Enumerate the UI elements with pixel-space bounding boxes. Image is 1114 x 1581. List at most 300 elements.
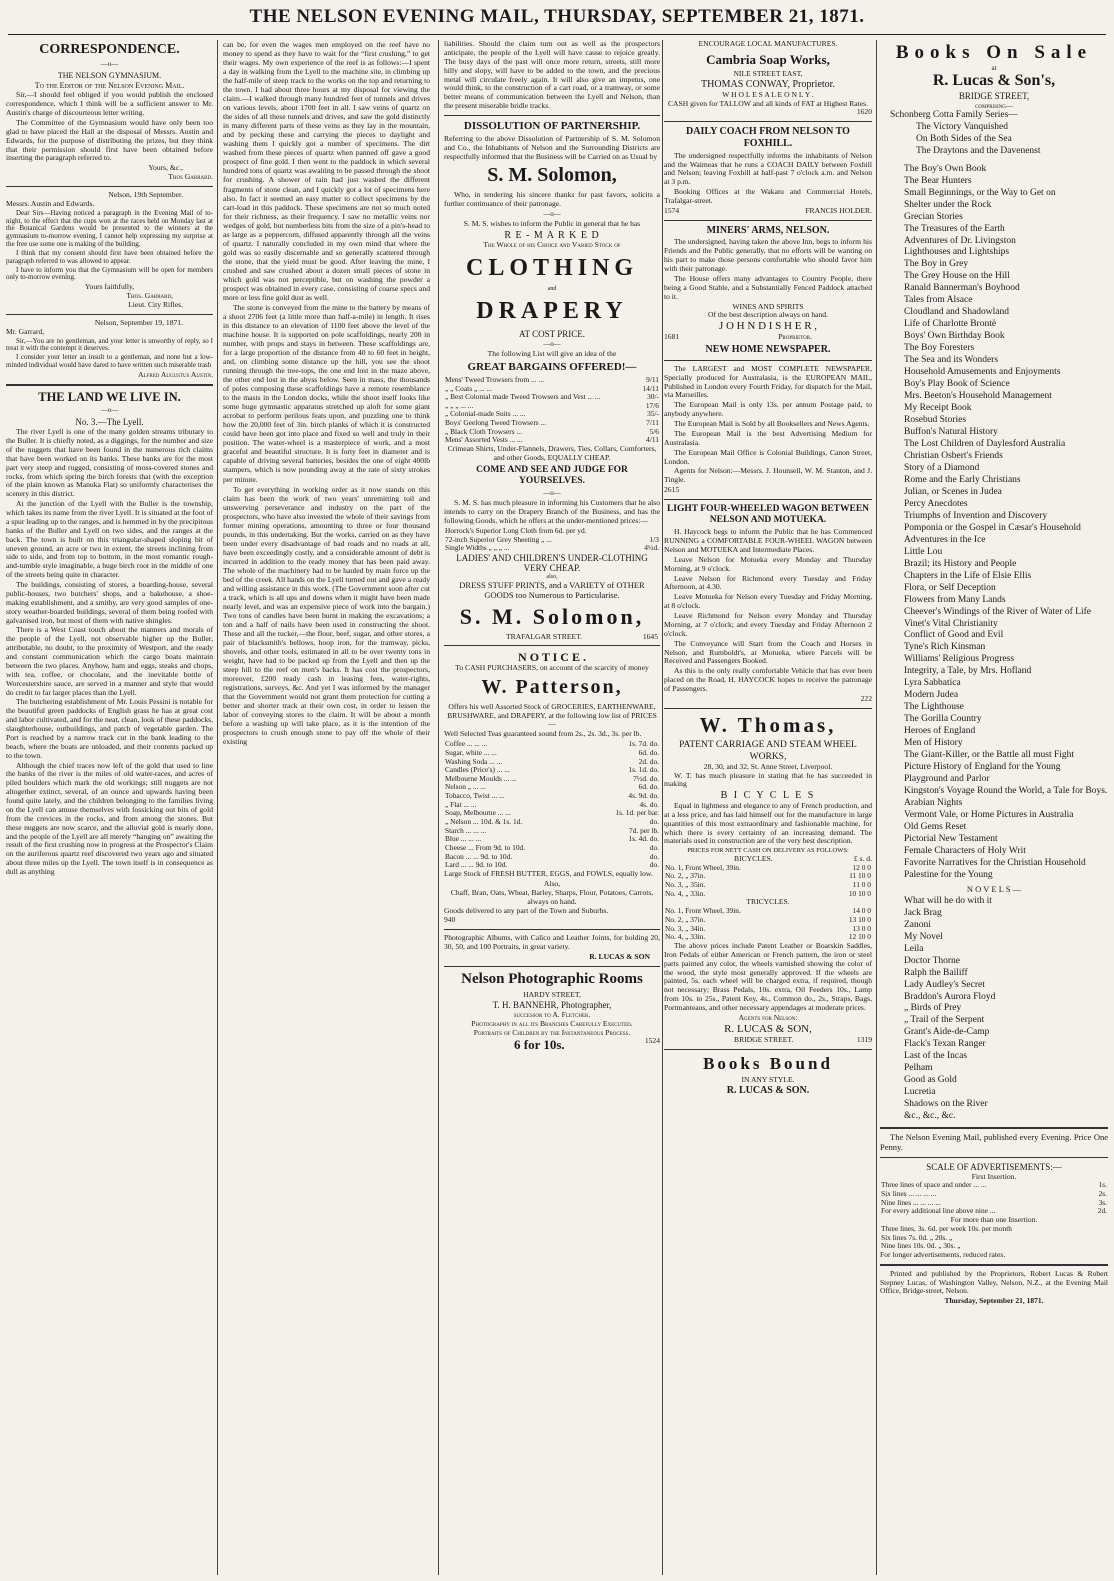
divider — [664, 360, 872, 361]
novel-title: Jack Brag — [904, 907, 942, 918]
divider — [444, 966, 660, 967]
table-cell-item: No. 3, „ 34in. — [665, 923, 706, 933]
novel-title: Doctor Thorne — [904, 955, 961, 966]
paragraph: There is a West Coast touch about the manners and morals of the people of the Lyell, not observable higher up the Buller, attributable, no doubt, to the proximity of Westport, and the ready and constant communication which the cargo boats maintain between the two places. Anyhow, ham and eggs, steaks and chops, with tea, coffee, or chocolate, and the inevitable bottle of Worcestershire sauce, are served in a manner and style that would do credit to far larger places than the Lyell. — [6, 625, 213, 697]
table-cell-item: Three lines, 3s. 6d. per week 10s. per month — [881, 1223, 1012, 1233]
divider — [6, 186, 213, 187]
table-cell-item: Tobacco, Twist ... ... — [445, 791, 505, 801]
ad-line: The following List will give an idea of the — [487, 349, 617, 359]
paragraph: liabilities. Should the claim turn out as well as the prospectors anticipate, the people of the Lyell will have cause to rejoice greatly. The busy days of the past will once more return, streets, still more hilly and slopy, will have to be added to the town, and the precious metal will circulate freely again. It will also give an impetus, one would think, to the construction of a cart road, or a tramway, or some better means of communication between the Lyell and Nelson, than the present miserable bridle tracks. — [444, 39, 660, 111]
column-divider — [217, 40, 218, 1575]
paragraph: The European Mail is Sold by all Booksellers and News Agents. — [674, 419, 870, 428]
ad-address: BRIDGE STREET. — [734, 1034, 794, 1044]
table-cell-item: Blue ... ... ... — [445, 834, 482, 844]
ad-line: W H O L E S A L E O N L Y . — [722, 89, 814, 99]
novel-title: Leila — [904, 943, 924, 954]
book-title: The Bear Hunters — [904, 175, 972, 186]
book-title: Little Lou — [904, 546, 943, 557]
divider — [880, 1127, 1108, 1129]
letter-title: THE NELSON GYMNASIUM. — [57, 70, 162, 80]
ad-line: comprising— — [975, 101, 1013, 110]
ornament: —o— — [100, 60, 119, 69]
ad-and: and — [547, 286, 557, 293]
book-title: Modern Judea — [904, 690, 959, 701]
ad-heading-photo-rooms: Nelson Photographic Rooms — [461, 970, 643, 987]
ad-also: also, — [546, 573, 558, 580]
ad-heading-newspaper: NEW HOME NEWSPAPER. — [705, 344, 831, 356]
letter-signature: Thos. Garrard, — [126, 291, 173, 301]
table-cell-item: Coffee ... ... ... — [445, 739, 488, 749]
book-title: Men of History — [904, 738, 963, 749]
letter-closing: Yours, &c., — [148, 163, 183, 173]
timetable-line: Leave Richmond for Nelson every Monday and Thursday Morning, at 7 o'clock; and every Tuesday and Friday Afternoon 2 o'clock. — [664, 611, 872, 638]
ad-line: CASH given for TALLOW and all kinds of FAT at Highest Rates. — [667, 98, 869, 108]
ad-name-lucas: R. Lucas & Son's, — [932, 72, 1056, 90]
ad-name-solomon: S. M. Solomon, — [487, 164, 617, 187]
ad-line: Of the best description always on hand. — [708, 310, 828, 320]
ad-heading-miners: MINERS' ARMS, NELSON. — [706, 224, 830, 236]
paragraph: The European Mail Office is Colonial Buildings, Canon Street, London. — [664, 447, 872, 466]
table-cell-price: 1/3 — [649, 534, 659, 544]
book-title: Picture History of England for the Young — [904, 762, 1061, 773]
book-title: Shelter under the Rock — [904, 199, 992, 210]
book-title: Rosebud Stories — [904, 415, 967, 426]
ad-clothing: CLOTHING — [465, 255, 639, 282]
letter-signature: Alfred Augustus Austin. — [138, 369, 213, 379]
book-title: Playground and Parlor — [904, 774, 990, 785]
ad-offer: 6 for 10s. — [514, 1037, 565, 1053]
book-title: Cloudland and Shadowland — [904, 307, 1010, 318]
ad-number: 2615 — [664, 485, 680, 495]
table-cell-item: „ Black Cloth Trowsers ... — [445, 426, 522, 436]
table-cell-price: do. — [649, 817, 659, 827]
ad-line: Crimean Shirts, Under-Flannels, Drawers, Ties, Collars, Comforters, and other Goods, EQUALLY CHEAP. — [447, 444, 657, 462]
paragraph: The undersigned respectfully informs the inhabitants of Nelson and the Waimeas that he runs a COACH DAILY between Foxhill and Nelson; leaving Foxhill at half-past 7 o'clock a.m. and Nelson at 3 p.m. — [664, 150, 872, 187]
book-title: Life of Charlotte Brontë — [904, 319, 997, 330]
ad-line: PRICES FOR NETT CASH ON DELIVERY AS FOLLOWS: — [687, 847, 849, 855]
table-cell-item: Lard ... ... 9d. to 10d. — [445, 860, 508, 870]
ad-heading-books-on-sale: Books On Sale — [895, 42, 1093, 63]
ad-signature: FRANCIS HOLDER. — [805, 205, 872, 215]
paragraph: W. T. has much pleasure in stating that he has succeeded in making — [664, 770, 872, 789]
book-title: Julian, or Scenes in Judea — [904, 486, 1002, 497]
book-title: Lyra Sabbatica — [904, 678, 961, 689]
novel-list — [880, 896, 1108, 1123]
column-3 — [444, 40, 660, 1053]
table-cell-item: Starch ... ... ... — [445, 825, 487, 835]
book-title: The Lost Children of Daylesford Australia — [904, 438, 1066, 449]
divider — [664, 121, 872, 122]
divider — [664, 708, 872, 709]
paragraph: H. Haycock begs to inform the Public that he has Commenced RUNNING a COMFORTABLE FOUR-WHEEL WAGON between Nelson and MOTUEKA and Intermediate Places. — [664, 527, 872, 554]
novel-title: Shadows on the River — [904, 1099, 988, 1110]
ad-line: PATENT CARRIAGE AND STEAM WHEEL WORKS, — [679, 740, 857, 762]
book-title: Female Characters of Holy Writ — [904, 845, 1026, 856]
table-cell-item: Sugar, white ... ... — [445, 747, 497, 757]
ad-number: 1524 — [644, 1036, 660, 1046]
novels-heading: N O V E L S — — [966, 883, 1022, 894]
book-title: Christian Osbert's Friends — [904, 450, 1003, 461]
table-cell-item: Bacon ... ... 9d. to 10d. — [445, 851, 513, 861]
ad-line: Proprietor. — [778, 332, 812, 342]
table-cell-item: Horrock's Superior Long Cloth from 6d. per yd. — [445, 525, 587, 535]
ad-come-and-see: COME AND SEE AND JUDGE FOR YOURSELVES. — [476, 464, 628, 486]
paragraph: The LARGEST and MOST COMPLETE NEWSPAPER, Specially produced for Australasia, is the EUROPEAN MAIL, Published in London every Fourth Friday, for dispatch for the Mail, via Marseilles. — [664, 363, 872, 400]
letter-rank: Lieut. City Rifles. — [128, 299, 183, 309]
table-cell-item: „ Flat ... ... — [445, 799, 477, 809]
paragraph: Although the chief traces now left of the gold that used to line the banks of the river is the miles of old water-races, and acres of piled boulders which mark the old workings; still nuggets are not altogether extinct, several, of an ounce and upwards having been found quite lately, and the children belonging to the families living on the Lyell can amuse themselves with fossicking out bits of gold from the crevices in the rocks, and from among the stones. But these nuggets are now scarce, and the alluvial gold is nearly done, and the people of the Lyell are all merely “hanging on” awaiting the result of the first crushing now in progress at the Prospector's Claim on the auriferous quartz reef discovered two years ago and situated about three miles up the Lyell. The town itself is in consequence as dull as anything — [6, 760, 213, 876]
book-title: Vinet's Vital Christianity — [904, 618, 998, 629]
book-title: Percy Anecdotes — [904, 498, 968, 509]
divider — [6, 384, 213, 386]
paragraph: Sir,—You are no gentleman, and your letter is unworthy of reply, so I treat it with the contempt it deserves. — [6, 336, 213, 353]
paragraph: Well Selected Teas guaranteed sound from 2s., 2s. 3d., 3s. per lb. — [444, 729, 642, 739]
table-cell-price: 1s. 4d. do. — [628, 834, 659, 844]
table-cell-price: 3s. — [1098, 1197, 1107, 1207]
divider — [444, 929, 660, 930]
book-title: Mrs. Beeton's Household Management — [904, 391, 1052, 402]
table-row — [444, 792, 660, 801]
ad-notice: N O T I C E . — [518, 650, 586, 665]
ad-heading-coach: DAILY COACH FROM NELSON TO FOXHILL. — [686, 126, 850, 149]
book-title: Chapters in the Life of Elsie Ellis — [904, 570, 1032, 581]
ad-line: successor to A. Fletcher. — [513, 1009, 591, 1019]
table-cell-item: No. 1, Front Wheel, 39in. — [665, 906, 741, 916]
table-cell-item: Melbourne Moulds ... ... — [445, 773, 517, 783]
paragraph: Goods delivered to any part of the Town and Suburbs. — [444, 905, 609, 915]
imprint-date: Thursday, September 21, 1871. — [944, 1296, 1044, 1306]
table-cell-price: 4s. do. — [639, 799, 659, 809]
ad-line: Photography in all its Branches Carefully Executed. — [471, 1018, 633, 1028]
ad-number: 1620 — [856, 107, 872, 117]
ad-line: To CASH PURCHASERS, on account of the scarcity of money — [455, 663, 649, 673]
paragraph: Agents for Nelson:—Messrs. J. Hounsell, W. M. Stanton, and J. Tingle. — [664, 466, 872, 485]
section-heading-correspondence: CORRESPONDENCE. — [39, 42, 180, 57]
table-cell-price: 14/11 — [642, 383, 659, 393]
table-cell-price: do. — [649, 851, 659, 861]
book-title: Conflict of Good and Evil — [904, 630, 1004, 641]
paragraph: Booking Offices at the Wakatu and Commercial Hotels, Trafalgar-street. — [664, 187, 872, 206]
ad-name-solomon: S. M. Solomon, — [459, 603, 645, 629]
article-subtitle: No. 3.—The Lyell. — [75, 416, 144, 427]
table-cell-price: 4/11 — [646, 435, 659, 445]
ad-line: Agents for Nelson: — [738, 1012, 798, 1022]
ornament: —o— — [543, 489, 561, 498]
timetable — [664, 556, 872, 639]
table-cell-item: „ Colonial-made Suits ... ... — [445, 409, 526, 419]
divider — [880, 1157, 1108, 1158]
paragraph: I think that my consent should first have been obtained before the paragraph referred to was allowed to appear. — [6, 248, 213, 265]
book-title: Boys' Own Birthday Book — [904, 331, 1005, 342]
paragraph: The European Mail is the best Advertising Medium for Australasia. — [664, 428, 872, 447]
ad-line: Portraits of Children by the Instantaneous Process. — [473, 1027, 631, 1037]
paragraph: I consider your letter an insult to a gentleman, and none but a low-minded individual would have dared to have written such miserable trash — [6, 353, 213, 370]
paragraph: The House offers many advantages to Country People, there being a Good Stable, and a Substantially Fenced Paddock attached to it. — [664, 273, 872, 301]
table-cell-price: 1s. — [1098, 1180, 1107, 1190]
table-cell-price: 5/6 — [649, 426, 659, 436]
ad-bargains: GREAT BARGAINS OFFERED!— — [467, 361, 637, 373]
table-cell-price: 4½d. — [644, 543, 659, 553]
table-cell-price: do. — [649, 860, 659, 870]
paragraph: The Conveyance will Start from the Coach and Horses in Nelson, and Rumboldt's, at Motueka, where Parcels will be Received and Passengers Booked. — [664, 638, 872, 666]
novel-title: Braddon's Aurora Floyd — [904, 991, 996, 1002]
table-cell-item: Boys' Geelong Tweed Trowsers ... — [445, 418, 547, 428]
letter-closing: Yours faithfully, — [84, 282, 135, 292]
ad-name-patterson: W. Patterson, — [481, 676, 623, 699]
section-heading-land: THE LAND WE LIVE IN. — [38, 389, 181, 404]
ad-heading-wagon: LIGHT FOUR-WHEELED WAGON BETWEEN NELSON AND MOTUEKA. — [666, 504, 870, 526]
divider — [444, 645, 660, 646]
column-divider — [662, 40, 663, 1575]
table-cell-price: 1s. 1d. per bar. — [615, 808, 659, 818]
column-5 — [880, 40, 1108, 1306]
table-cell-item: „ „ „ ... ... — [445, 400, 474, 410]
scale-heading: SCALE OF ADVERTISEMENTS:— — [926, 1162, 1062, 1173]
paragraph: The undersigned, having taken the above Inn, begs to inform his Friends and the Public generally, that no efforts will be wanting on his part to make those persons comfortable who should favor him with their patronage. — [664, 237, 872, 274]
timetable-line: Leave Nelson for Motueka every Monday and Thursday Morning, at 9 o'clock. — [664, 554, 872, 573]
table-cell-price: 7½d. do. — [633, 773, 659, 783]
letter-addressee: Mr. Garrard, — [6, 326, 45, 336]
novel-title: Lady Audley's Secret — [904, 979, 985, 990]
ad-bicycles: B I C Y C L E S — [720, 790, 816, 802]
paragraph: S. M. S. has much pleasure in informing his Customers that he also intends to carry on the Drapery Branch of the Business, and has the following Goods, which he offers at the under-mentioned prices:— — [444, 498, 660, 526]
table-cell-price: 1s. 1d. do. — [628, 765, 659, 775]
paragraph: can be, for even the wages men employed on the reef have no money to spend as they have to wait for the “first crushing,” to get their wages. My own experience of the reef is as follows:—I spent a day in walking from the Lyell to the machine site, in climbing up the half-mile of steep track to the works on the top and returning to the town. I had about three hours at my disposal for viewing the claim.—I walked through many hundred feet of tunnels and drives on various levels, about 1700 feet in all. I saw veins of quartz on the sides of all these tunnels and drives, and saw the gold distinctly in many different parts of these veins as they lay in the mountain, and by pecking these and carrying the pieces to daylight and washing them I quickly got a number of specimens. The dirt washed from these pieces of quartz when panned off gave a good prospect of fine gold. I then went to the paddock in which several hundred tons of quartz was awaiting to be passed through the shoot for crushing. A shower of rain had just washed the different fragments of stone clean, and I quickly got a lot of specimens here also. In fact it seemed an easy matter to collect specimens by the cart-load in this paddock. These specimens are not so much noted for their richness, as their frequency. I saw no metallic veins nor wedges of gold, but numberless bits from the size of a pin's-head to as large as a peppercorn, diffused apparently through all the veins of quartz. I naturally concluded in my own mind that where the gold was so easily discernable and so generally scattered through the stone, that the yield must be good. After leaving the mine, I crushed and saw crushed about a dozen small pieces of stone in which gold was not perceptible, but on washing the powder a prospect was obtained in every case, consisting of coarse specs and more or less fine gold dust as well. — [223, 40, 430, 302]
table-cell-price: do. — [649, 843, 659, 853]
book-title: The Lighthouse — [904, 702, 964, 713]
ad-dress: DRESS STUFF PRINTS, and a VARIETY of OTHER GOODS too Numerous to Particularise. — [459, 579, 645, 600]
table-cell-price: 6d. do. — [638, 782, 659, 792]
ad-line: NILE STREET EAST, — [733, 69, 803, 79]
paragraph: The buildings, consisting of stores, a boarding-house, several public-houses, two butchers' shops, and a bakehouse, a shoe-making establishment, and a smithy, are very good samples of one-story weather-boarded buildings, several of them being roofed with galvanised iron, but most of them with native shingles. — [6, 580, 213, 625]
table-cell-item: 72-inch Superior Grey Sheeting „ ... — [445, 534, 552, 544]
table-cell-item: No. 4, „ 33in. — [665, 888, 706, 898]
masthead: THE NELSON EVENING MAIL, THURSDAY, SEPTEMBER 21, 1871. — [249, 6, 865, 27]
table-cell-item: No. 2, „ 37in. — [665, 871, 706, 881]
table-cell-price: 35/- — [647, 409, 659, 419]
table-cell-item: No. 4, „ 33in. — [665, 932, 706, 942]
book-title: Heroes of England — [904, 726, 976, 737]
novel-title: Flack's Texan Ranger — [904, 1039, 986, 1050]
ad-line: THOMAS CONWAY, Proprietor. — [701, 78, 835, 90]
novel-title: „ Birds of Prey — [904, 1003, 962, 1014]
book-title: The Sea and its Wonders — [904, 355, 999, 366]
paragraph: Sir,—I should feel obliged if you would publish the enclosed correspondence, which I think will be a sufficient answer to Mr. Austin's charge of discourteous letter writing. — [6, 90, 213, 118]
ad-line: 28, 30, and 32, St. Anne Street, Liverpool. — [703, 761, 833, 771]
paragraph: Dear Sirs—Having noticed a paragraph in the Evening Mail of to-night, to the effect that the cups won at the races held on Monday last at the Botanical Gardens would be presented to the winners at the gymnasium to-morrow evening, I cannot help expressing my surprise at the free use some one is making of the building. — [6, 208, 213, 249]
table-cell-item: „ „ Coats „ ... ... — [445, 383, 492, 393]
paragraph: S. M. S. wishes to inform the Public in general that he has — [463, 218, 641, 228]
paragraph: Who, in tendering his sincere thanks for past favors, solicits a further continuance of their patronage. — [444, 189, 660, 208]
table-cell-price: 6d. do. — [638, 747, 659, 757]
divider — [664, 499, 872, 500]
column-divider — [876, 40, 877, 1575]
paragraph: The river Lyell is one of the many golden streams tributary to the Buller. It is chiefly noted, as a diggings, for the number and size of the nuggets that have been found in the numerous rich claims that have been worked on its banks. These banks are for the most part very steep and rugged, consisting of moss-covered stones and rocks, from which spring the birch forests that (with the exception of the plain known as Manuka Flat) so uniformly characterises the scenery in this district. — [6, 427, 213, 499]
column-1 — [6, 40, 213, 878]
table-cell-price: 12 0 0 — [852, 862, 871, 872]
divider — [6, 314, 213, 315]
price-table-cloth — [444, 527, 660, 553]
novel-title: &c., &c., &c. — [904, 1111, 956, 1122]
book-title: Ranald Bannerman's Boyhood — [904, 283, 1020, 294]
table-cell-item: Nine lines ... ... ... ... — [881, 1197, 941, 1207]
ad-heading: ENCOURAGE LOCAL MANUFACTURES. — [698, 39, 838, 48]
table-cell-item: No. 3, „ 35in. — [665, 880, 706, 890]
book-title: Integrity, a Tale, by Mrs. Hofland — [904, 666, 1032, 677]
divider — [444, 115, 660, 116]
paragraph: I have to inform you that the Gymnasium will be open for members only to-morrow evening. — [6, 265, 213, 282]
book-title: Williams' Religious Progress — [904, 654, 1015, 665]
paragraph: Large Stock of FRESH BUTTER, EGGS, and FOWLS, equally low. — [444, 869, 653, 879]
table-cell-price: 12 10 0 — [848, 932, 871, 942]
novel-title: Lucretia — [904, 1087, 936, 1098]
letter-signature: Thos Garrard. — [168, 172, 213, 182]
letter-date: Nelson, September 19, 1871. — [94, 317, 183, 327]
book-title: Palestine for the Young — [904, 869, 993, 880]
paragraph: Referring to the above Dissolution of Partnership of S. M. Solomon and Co., the Inhabitants of Nelson and the Surrounding Districts are respectfully informed that the Business will be Carried on as Usual by — [444, 133, 660, 161]
ad-ladies: LADIES' AND CHILDREN'S UNDER-CLOTHING VERY CHEAP. — [456, 552, 648, 574]
rates-table-first — [880, 1181, 1108, 1216]
paragraph: The Nelson Evening Mail, published every Evening. Price One Penny. — [880, 1132, 1108, 1153]
ad-number: 1645 — [642, 631, 658, 641]
price-table-tricycles — [664, 907, 872, 942]
timetable-line: Leave Motueka for Nelson every Tuesday and Friday Morning, at 8 o'clock. — [664, 592, 872, 611]
table-heading: BICYCLES. — [734, 853, 773, 863]
book-title: Brazil; its History and People — [904, 558, 1017, 569]
table-cell-item: „ Best Colonial made Tweed Trowsers and Vest ... ... — [445, 392, 601, 402]
table-cell-item: Six lines ... ... ... ... — [881, 1189, 937, 1199]
ad-number: 1319 — [856, 1034, 872, 1044]
table-cell-item: No. 2, „ 37in. — [665, 914, 706, 924]
table-cell-item: Cheese ... From 9d. to 10d. — [445, 843, 526, 853]
table-cell-price: 11 10 0 — [849, 871, 871, 881]
letter-salutation: To the Editor of the Nelson Evening Mail. — [34, 80, 185, 90]
book-title: Rome and the Early Christians — [904, 474, 1021, 485]
ad-also: Also, — [543, 878, 561, 888]
table-cell-item: Washing Soda ... ... — [445, 756, 503, 766]
ornament: —o— — [100, 406, 119, 415]
ad-line: The Whole of his Choice and Varied Stock of — [483, 240, 621, 250]
ad-address: BRIDGE STREET, — [958, 91, 1030, 102]
book-title: Pictorial New Testament — [904, 833, 998, 844]
table-cell-price: 2s. — [1098, 1189, 1107, 1199]
ad-name-thomas: W. Thomas, — [699, 712, 837, 737]
book-title: Vermont Vale, or Home Pictures in Australia — [904, 810, 1074, 821]
paragraph: Photographic Albums, with Calico and Leather Joints, for holding 20, 30, 50, and 100 Portraits, in great variety. — [444, 933, 660, 952]
ad-line: WINES AND SPIRITS — [732, 301, 804, 311]
book-title: The Grey House on the Hill — [904, 271, 1010, 282]
table-cell-item: Candles (Price's) ... ... — [445, 765, 510, 775]
ad-line: at — [991, 64, 997, 73]
book-title: The Boy Foresters — [904, 343, 975, 354]
ad-line: HARDY STREET, — [523, 990, 581, 1000]
ornament: —o— — [543, 209, 561, 218]
table-row — [444, 393, 660, 402]
book-title: Tales from Alsace — [904, 295, 973, 306]
timetable-line: Leave Nelson for Richmond every Tuesday and Friday Afternoon, at 4.30. — [664, 573, 872, 592]
ad-signature: R. LUCAS & SON. — [726, 1085, 810, 1097]
table-cell-price: 2d. — [1097, 1206, 1107, 1216]
ad-line: IN ANY STYLE. — [741, 1075, 795, 1085]
paragraph: The butchering establishment of Mr. Louis Pessini is notable for the beautiful green paddocks of English grass he has at great cost and labor cultivated, and for the neat, clean, look of these paddocks, slaughterhouse, outbuildings, and patch of vegetable garden. The Port is reached by a narrow track cut in the bank leading to the beach, where the boats are unloaded, and their contents packed up to the town. — [6, 697, 213, 760]
book-title: Favorite Narratives for the Christian Household — [904, 857, 1086, 868]
book-title: Story of a Diamond — [904, 462, 980, 473]
table-cell-price — [1105, 1242, 1108, 1251]
paragraph: Offers his well Assorted Stock of GROCERIES, EARTHENWARE, BRUSHWARE, and DRAPERY, at the following low list of PRICES— — [447, 701, 657, 729]
imprint: Printed and published by the Proprietors, Robert Lucas & Robert Stepney Lucas, of Washington Valley, Nelson, N.Z., at the Evening Mail Office, Bridge-street, Nelson. — [880, 1268, 1108, 1296]
book-title: My Receipt Book — [904, 403, 972, 414]
table-row — [444, 544, 660, 553]
ad-line: For more than one Insertion. — [950, 1215, 1038, 1225]
table-cell-price: 4s. 9d. do. — [628, 791, 659, 801]
table-cell-item: No. 1, Front Wheel, 39in. — [665, 862, 741, 872]
book-title: Lighthouses and Lightships — [904, 247, 1010, 258]
ad-number: 940 — [444, 915, 456, 925]
rates-table-more — [880, 1225, 1108, 1251]
table-cell-price: 7d. per lb. — [629, 825, 659, 835]
book-title: Old Gems Reset — [904, 821, 967, 832]
novel-title: Ralph the Bailiff — [904, 967, 968, 978]
book-title: Grecian Stories — [904, 211, 963, 222]
ad-number: 222 — [860, 693, 872, 703]
book-title: Flora, or Self Deception — [904, 582, 996, 593]
table-cell-price: 14 0 0 — [852, 906, 871, 916]
ad-line: T. H. BANNEHR, Photographer, — [492, 1000, 612, 1011]
novel-title: Pelham — [904, 1063, 933, 1074]
paragraph: As this is the only really comfortable Vehicle that has ever been placed on the Road, H. HAYCOCK hopes to receive the patronage of Passengers. — [664, 666, 872, 694]
price-table-bicycles — [664, 864, 872, 899]
price-table-groceries — [444, 740, 660, 870]
book-title: On Both Sides of the Sea — [916, 133, 1012, 144]
ad-address: TRAFALGAR STREET. — [506, 631, 583, 641]
price-table-clothing — [444, 376, 660, 445]
table-cell-price: 30/- — [647, 392, 659, 402]
novel-title: Zanoni — [904, 919, 931, 930]
ad-drapery: DRAPERY — [476, 298, 628, 325]
ad-line: For longer advertisements, reduced rates. — [880, 1249, 1006, 1259]
ad-number: 1574 — [664, 205, 680, 215]
table-cell-price: 17/6 — [645, 400, 659, 410]
book-title: Small Beginnings, or the Way to Get on — [904, 187, 1056, 198]
letter-date: Nelson, 19th September. — [108, 190, 183, 200]
table-cell-item: Nine lines 10s. 0d. „ 30s. „ — [881, 1241, 961, 1251]
table-cell-price: 1s. 7d. do. — [628, 739, 659, 749]
book-title: The Boy in Grey — [904, 259, 969, 270]
table-cell-price — [1105, 1225, 1108, 1234]
ad-name-disher: J O H N D I S H E R , — [718, 320, 818, 333]
table-cell-price: 13 0 0 — [852, 923, 871, 933]
table-cell-item: For every additional line above nine ... — [881, 1206, 996, 1216]
table-cell-price: 7/11 — [646, 418, 659, 428]
book-list — [880, 110, 1108, 882]
book-title: Flowers from Many Lands — [904, 594, 1006, 605]
table-cell-price: 13 10 0 — [848, 914, 871, 924]
ad-line: First Insertion. — [971, 1171, 1017, 1181]
book-title: Adventures of Dr. Livingston — [904, 235, 1016, 246]
table-cell-item: Mens' Assorted Vests ... ... — [445, 435, 523, 445]
divider — [664, 1049, 872, 1050]
column-4 — [664, 40, 872, 1097]
ad-signature: R. LUCAS & SON — [589, 952, 650, 962]
book-title: The Victory Vanquished — [916, 121, 1008, 132]
ad-heading-dissolution: DISSOLUTION OF PARTNERSHIP. — [463, 120, 641, 132]
table-cell-item: Six lines 7s. 0d. „ 20s. „ — [881, 1232, 953, 1242]
divider — [880, 1264, 1108, 1266]
divider — [664, 220, 872, 221]
table-heading: £ s. d. — [853, 853, 872, 863]
ad-line: Chaff, Bran, Oats, Wheat, Barley, Sharps, Flour, Potatoes, Carrots, always on hand. — [450, 887, 654, 906]
ad-name-lucas: R. LUCAS & SON, — [724, 1022, 812, 1035]
